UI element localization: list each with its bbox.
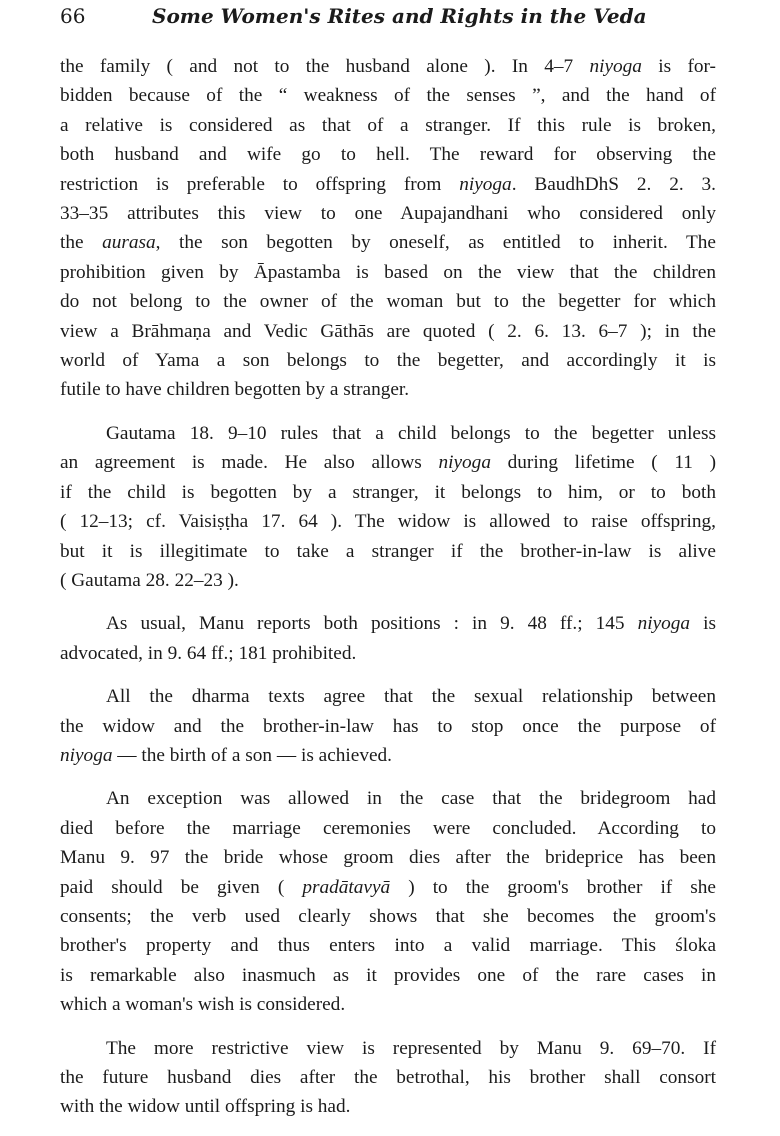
text-line: All the dharma texts agree that the sexual relationship between xyxy=(106,686,716,708)
text-line: prohibition given by Āpastamba is based on the view that the children xyxy=(60,261,716,283)
text-line: is remarkable also inasmuch as it provides one of the rare cases in xyxy=(60,964,716,986)
text-line: if the child is begotten by a stranger, it belongs to him, or to both xyxy=(60,481,716,503)
text-line: futile to have children begotten by a stranger. xyxy=(60,379,410,401)
text-line: which a woman's wish is considered. xyxy=(60,994,346,1016)
paragraph xyxy=(60,682,716,770)
text-line: consents; the verb used clearly shows that she becomes the groom's xyxy=(60,905,716,927)
text-line: An exception was allowed in the case that the bridegroom had xyxy=(106,788,716,810)
paragraph xyxy=(60,52,716,405)
paragraph xyxy=(60,609,716,668)
text-line: a relative is considered as that of a stranger. If this rule is broken, xyxy=(60,114,716,136)
text-line: bidden because of the “ weakness of the senses ”, and the hand of xyxy=(60,85,716,107)
text-line: with the widow until offspring is had. xyxy=(60,1096,351,1118)
text-line: Gautama 18. 9–10 rules that a child belongs to the begetter unless xyxy=(106,422,716,444)
body-text xyxy=(60,52,716,1136)
paragraph xyxy=(60,419,716,595)
text-line: paid should be given ( pradātavyā ) to the groom's brother if she xyxy=(60,876,716,898)
text-line: the widow and the brother-in-law has to stop once the purpose of xyxy=(60,715,716,737)
text-line: the future husband dies after the betrothal, his brother shall consort xyxy=(60,1067,716,1088)
text-line: 33–35 attributes this view to one Aupajandhani who considered only xyxy=(60,203,716,225)
paragraph xyxy=(60,1034,716,1122)
page-number: 66 xyxy=(60,4,86,28)
text-line: died before the marriage ceremonies were concluded. According to xyxy=(60,817,716,839)
text-line: advocated, in 9. 64 ff.; 181 prohibited. xyxy=(60,642,357,664)
text-line: ( Gautama 28. 22–23 ). xyxy=(60,569,239,591)
text-line: The more restrictive view is represented by Manu 9. 69–70. If xyxy=(106,1037,716,1059)
text-line: niyoga — the birth of a son — is achieved. xyxy=(60,744,392,766)
text-line: both husband and wife go to hell. The reward for observing the xyxy=(60,144,716,166)
text-line: Manu 9. 97 the bride whose groom dies after the brideprice has been xyxy=(60,847,716,869)
text-line: world of Yama a son belongs to the begetter, and accordingly it is xyxy=(60,350,716,372)
text-line: but it is illegitimate to take a stranger if the brother-in-law is alive xyxy=(60,540,716,562)
text-line: the aurasa, the son begotten by oneself, as entitled to inherit. The xyxy=(60,232,716,254)
text-line: view a Brāhmaṇa and Vedic Gāthās are quoted ( 2. 6. 13. 6–7 ); in the xyxy=(60,320,716,342)
text-line: As usual, Manu reports both positions : in 9. 48 ff.; 145 niyoga is xyxy=(106,613,716,635)
running-head xyxy=(60,2,720,32)
text-line: brother's property and thus enters into a valid marriage. This śloka xyxy=(60,935,716,957)
text-line: do not belong to the owner of the woman but to the begetter for which xyxy=(60,291,716,313)
running-title: Some Women's Rites and Rights in the Veda xyxy=(152,4,647,28)
text-line: the family ( and not to the husband alone ). In 4–7 niyoga is for- xyxy=(60,56,716,77)
text-line: restriction is preferable to offspring from niyoga. BaudhDhS 2. 2. 3. xyxy=(60,173,716,195)
text-line: an agreement is made. He also allows niyoga during lifetime ( 11 ) xyxy=(60,452,717,474)
text-line: ( 12–13; cf. Vaisiṣṭha 17. 64 ). The widow is allowed to raise offspring, xyxy=(60,511,716,533)
paragraph xyxy=(60,784,716,1019)
